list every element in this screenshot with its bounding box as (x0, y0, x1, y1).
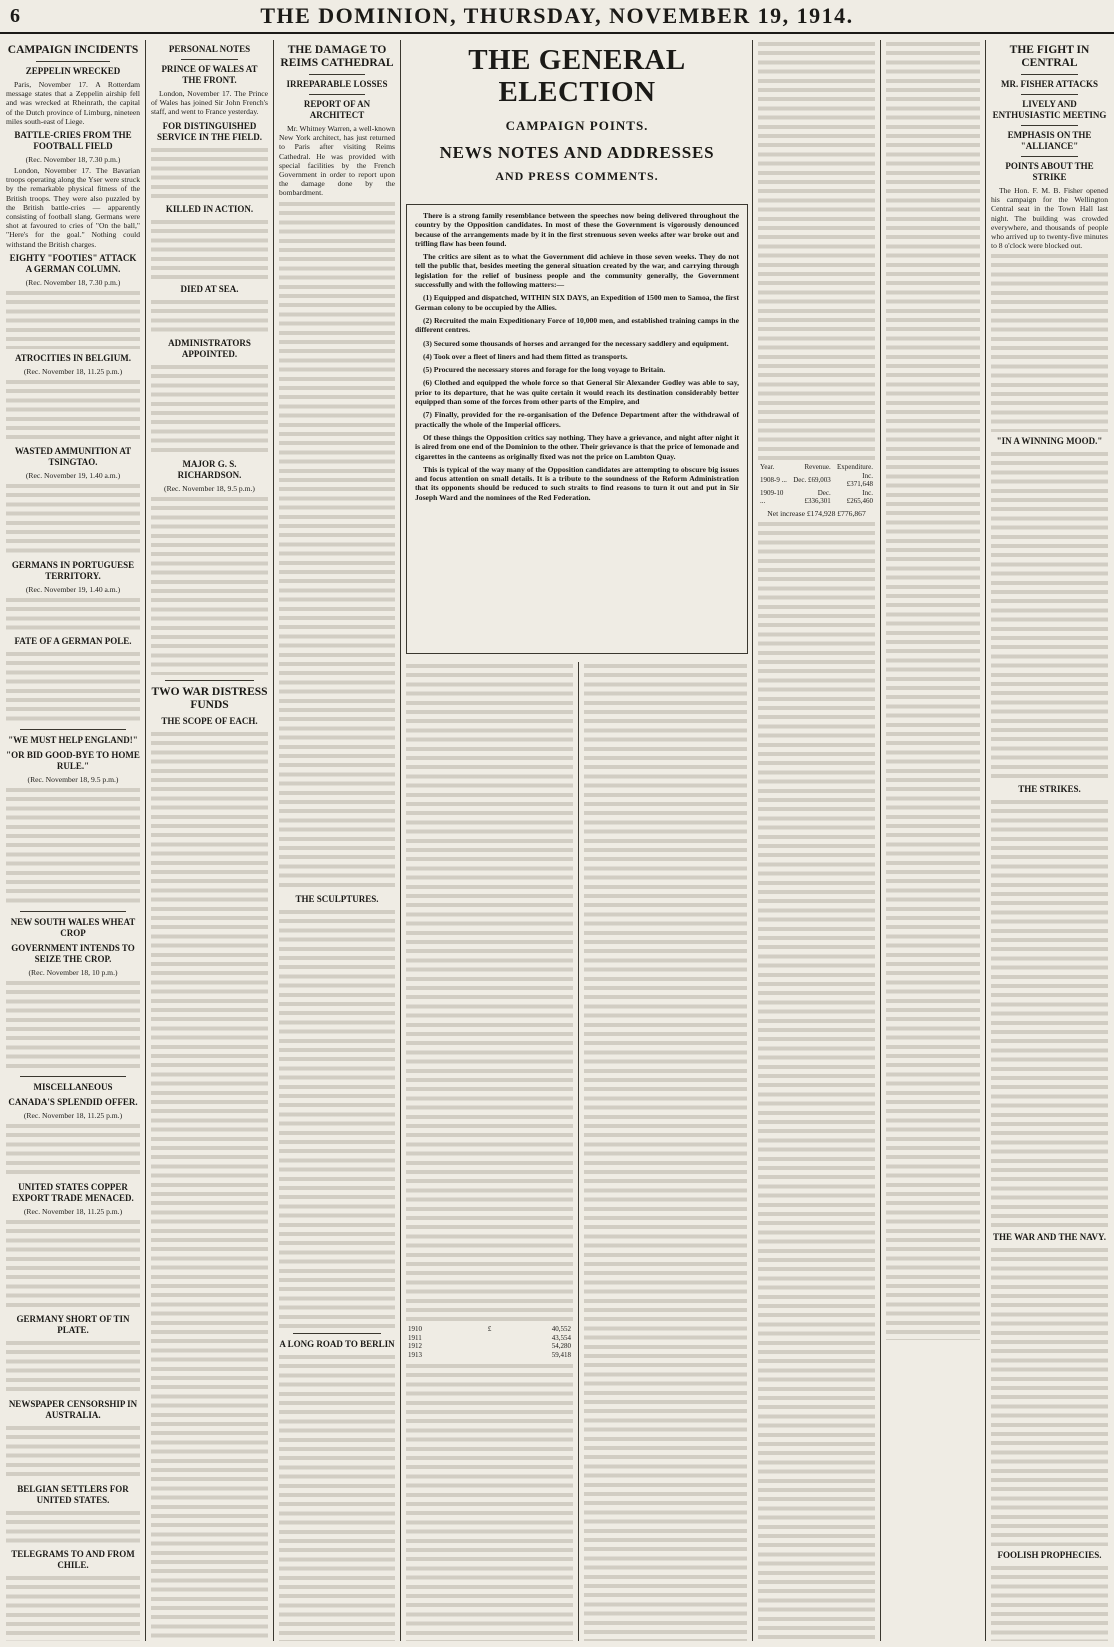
dateline: (Rec. November 18, 11.25 p.m.) (23, 1110, 123, 1120)
headline: DIED AT SEA. (180, 283, 239, 294)
headline: "WE MUST HELP ENGLAND!" (8, 734, 138, 745)
headline: BATTLE-CRIES FROM THE FOOTBALL FIELD (14, 130, 132, 152)
dateline: (Rec. November 18, 10 p.m.) (28, 967, 118, 977)
section-heading: FOOLISH PROPHECIES. (997, 1550, 1102, 1561)
column-election-notes-b (580, 662, 751, 1641)
subheadline: REPORT OF AN ARCHITECT (303, 99, 371, 120)
column-personal-notes (147, 40, 272, 1641)
headline: NEW SOUTH WALES WHEAT CROP (10, 916, 136, 938)
headline: BELGIAN SETTLERS FOR UNITED STATES. (17, 1483, 129, 1505)
values-table (406, 1325, 573, 1359)
column-rule (578, 662, 579, 1641)
article-text: The Hon. F. M. B. Fisher opened his campaign for the Wellington Central seat in the Town Hall last night. The building was crowded everywhere, and thousands of people who arrived up to twenty-five minutes to 8 o'clock were blocked out. (991, 186, 1108, 251)
subheadline: THE SCOPE OF EACH. (161, 715, 258, 726)
headline: THE FIGHT IN CENTRAL (1009, 44, 1090, 69)
headline: THE DAMAGE TO REIMS CATHEDRAL (280, 44, 394, 69)
masthead-title: THE DOMINION, THURSDAY, NOVEMBER 19, 1914. (260, 3, 854, 28)
headline: FOR DISTINGUISHED SERVICE IN THE FIELD. (156, 120, 263, 142)
headline: FATE OF A GERMAN POLE. (14, 635, 132, 646)
dateline: (Rec. November 18, 11.25 p.m.) (23, 1206, 123, 1216)
headline: WASTED AMMUNITION AT TSINGTAO. (14, 445, 132, 467)
table-header: Year. Revenue. Expenditure. (760, 463, 873, 471)
banner-subheadline-secondary: AND PRESS COMMENTS. (495, 169, 659, 183)
banner-headline-secondary: NEWS NOTES AND ADDRESSES (439, 143, 715, 162)
headline: GOVERNMENT INTENDS TO SEIZE THE CROP. (11, 942, 135, 964)
subheadline: POINTS ABOUT THE STRIKE (1005, 161, 1094, 182)
article-text: London, November 17. The Prince of Wales has joined Sir John French's staff, and went to France yesterday. (151, 89, 268, 117)
dateline: (Rec. November 19, 1.40 a.m.) (25, 584, 121, 594)
dateline: (Rec. November 19, 1.40 a.m.) (25, 470, 121, 480)
list-item: (7) Finally, provided for the re-organisation of the Defence Department after the withdrawal of practically the whole of the Imperial officers. (415, 410, 739, 429)
headline: "OR BID GOOD-BYE TO HOME RULE." (6, 749, 140, 771)
banner-headline: THE GENERAL ELECTION (468, 44, 686, 108)
column-election-notes-a (402, 662, 577, 1641)
headline: EIGHTY "FOOTIES" ATTACK A GERMAN COLUMN. (9, 252, 137, 274)
list-item: (2) Recruited the main Expeditionary Force of 10,000 men, and established training camps in the different centres. (415, 315, 739, 335)
campaign-points-box (406, 204, 748, 654)
section-heading: THE WAR AND THE NAVY. (993, 1232, 1106, 1243)
column-rule (400, 40, 401, 1641)
headline: ATROCITIES IN BELGIUM. (14, 352, 132, 363)
list-item: (4) Took over a fleet of liners and had them fitted as transports. (423, 351, 628, 361)
table-row: 1908-9 ... Dec. £69,003 Inc. £371,648 (760, 471, 873, 488)
dateline: (Rec. November 18, 7.30 p.m.) (25, 155, 121, 165)
headline: KILLED IN ACTION. (165, 203, 254, 214)
table-row: 1909-10 ... Dec. £336,301 Inc. £265,460 (760, 488, 873, 505)
table-row: 1911 43,554 (408, 1333, 571, 1342)
dateline: (Rec. November 18, 9.5 p.m.) (27, 774, 119, 784)
headline: GERMANS IN PORTUGUESE TERRITORY. (11, 559, 135, 581)
revenue-table (758, 463, 875, 506)
headline: CANADA'S SPLENDID OFFER. (8, 1096, 138, 1107)
headline: ADMINISTRATORS APPOINTED. (168, 337, 251, 359)
column-election-notes-d (882, 40, 984, 1641)
column-rule (273, 40, 274, 1641)
headline: ZEPPELIN WRECKED (25, 66, 121, 76)
article-text: Paris, November 17. A Rotterdam message states that a Zeppelin airship fell and was wrecked at Rheinrath, the capital of the Dutch province of Limburg, nineteen miles south-east of Liege. (6, 80, 140, 126)
column-campaign-incidents (2, 40, 144, 1641)
column-rule (880, 40, 881, 1641)
box-intro: There is a strong family resemblance between the speeches now being delivered throughout the country by the Opposition candidates. In most of these the Government is vigorously denounced because of the arrangements made by it in the first strenuous seven weeks after war broke out and trifling flaw has been found. (415, 211, 739, 248)
headline: A LONG ROAD TO BERLIN (279, 1338, 395, 1349)
subheadline: IRREPARABLE LOSSES (286, 79, 388, 89)
table-row: 1913 59,418 (408, 1350, 571, 1359)
headline: UNITED STATES COPPER EXPORT TRADE MENACED. (12, 1181, 134, 1203)
banner-subheadline: CAMPAIGN POINTS. (505, 118, 649, 133)
masthead (0, 0, 1114, 34)
box-lead: The critics are silent as to what the Government did achieve in those seven weeks. They do not tell the public that, besides meeting the general situation created by the war, and carrying through legislation for the relief of business people and the community generally, the Government successfully and with the following matters:— (415, 252, 739, 290)
list-item: (3) Secured some thousands of horses and arranged for the necessary saddlery and equipment. (423, 338, 729, 348)
headline: TELEGRAMS TO AND FROM CHILE. (11, 1548, 135, 1570)
dateline: (Rec. November 18, 7.30 p.m.) (25, 277, 121, 287)
section-heading: THE STRIKES. (1018, 784, 1081, 795)
dateline: (Rec. November 18, 9.5 p.m.) (164, 483, 255, 493)
achievements-list (415, 293, 739, 429)
headline: NEWSPAPER CENSORSHIP IN AUSTRALIA. (8, 1398, 138, 1420)
subheadline: LIVELY AND ENTHUSIASTIC MEETING (992, 99, 1107, 120)
headline: MISCELLANEOUS (33, 1081, 113, 1092)
article-text: Mr. Whitney Warren, a well-known New York architect, has just returned to Paris after visiting Reims Cathedral. He was provided with special facilities by the French Government in order to report upon the damage done by the bombardment. (279, 124, 395, 198)
section-heading: THE SCULPTURES. (295, 893, 379, 904)
box-closing: This is typical of the way many of the Opposition candidates are attempting to obscure big issues and focus attention on small details. It is a tribute to the soundness of the Reform Administration that its opponents should be reduced to such straits to find reasons to turn it out and put in Sir Joseph Ward and the nominees of the Red Federation. (415, 464, 739, 502)
subheadline: MR. FISHER ATTACKS (1001, 79, 1098, 89)
headline: TWO WAR DISTRESS FUNDS (151, 685, 268, 711)
headline: MAJOR G. S. RICHARDSON. (177, 458, 242, 480)
column-rule (752, 40, 753, 1641)
column-fight-in-central (987, 40, 1112, 1641)
column-election-notes-c (754, 40, 879, 1641)
article-text: London, November 17. The Bavarian troops operating along the Yser were struck by the remarkable physical fitness of the British troops. They were also puzzled by the British battle-cries — apparently consisting of football slang. Germans were shot at favoured to cries of "On the ball," "Here's for the goal." Nothing could withstand the British charges. (6, 166, 140, 249)
box-closing: Of these things the Opposition critics say nothing. They have a grievance, and night after night it is aired from one end of the Dominion to the other. Their grievance is that the price of lemonade and cigarettes in the canteens as originally fixed was not the price on Lambton Quay. (415, 432, 739, 461)
table-row: 1910 £ 40,552 (408, 1325, 571, 1333)
section-heading: "IN A WINNING MOOD." (996, 436, 1103, 447)
list-item: (5) Procured the necessary stores and forage for the long voyage to Britain. (423, 365, 666, 375)
table-row: 1912 54,280 (408, 1342, 571, 1350)
headline: PRINCE OF WALES AT THE FRONT. (161, 64, 258, 85)
column-rule (985, 40, 986, 1641)
page-number: 6 (10, 4, 20, 27)
list-item: (1) Equipped and dispatched, WITHIN SIX DAYS, an Expedition of 1500 men to Samoa, the first German colony to be occupied by the Allies. (415, 293, 739, 312)
column-reims-cathedral (275, 40, 399, 1641)
dateline: (Rec. November 18, 11.25 p.m.) (23, 366, 123, 376)
column-rule (145, 40, 146, 1641)
list-item: (6) Clothed and equipped the whole force so that General Sir Alexander Godley was able to say, prior to its departure, that he was quite certain it would reach its destination considerably better equipped than some of the forces from other parts of the Empire, and (415, 378, 739, 407)
election-banner (402, 44, 752, 190)
subheadline: EMPHASIS ON THE "ALLIANCE" (1007, 130, 1092, 151)
headline: GERMANY SHORT OF TIN PLATE. (16, 1313, 130, 1335)
section-title: CAMPAIGN INCIDENTS (7, 44, 139, 56)
net-increase: Net increase £174,928 £776,867 (767, 508, 866, 518)
section-title: PERSONAL NOTES (168, 44, 251, 54)
